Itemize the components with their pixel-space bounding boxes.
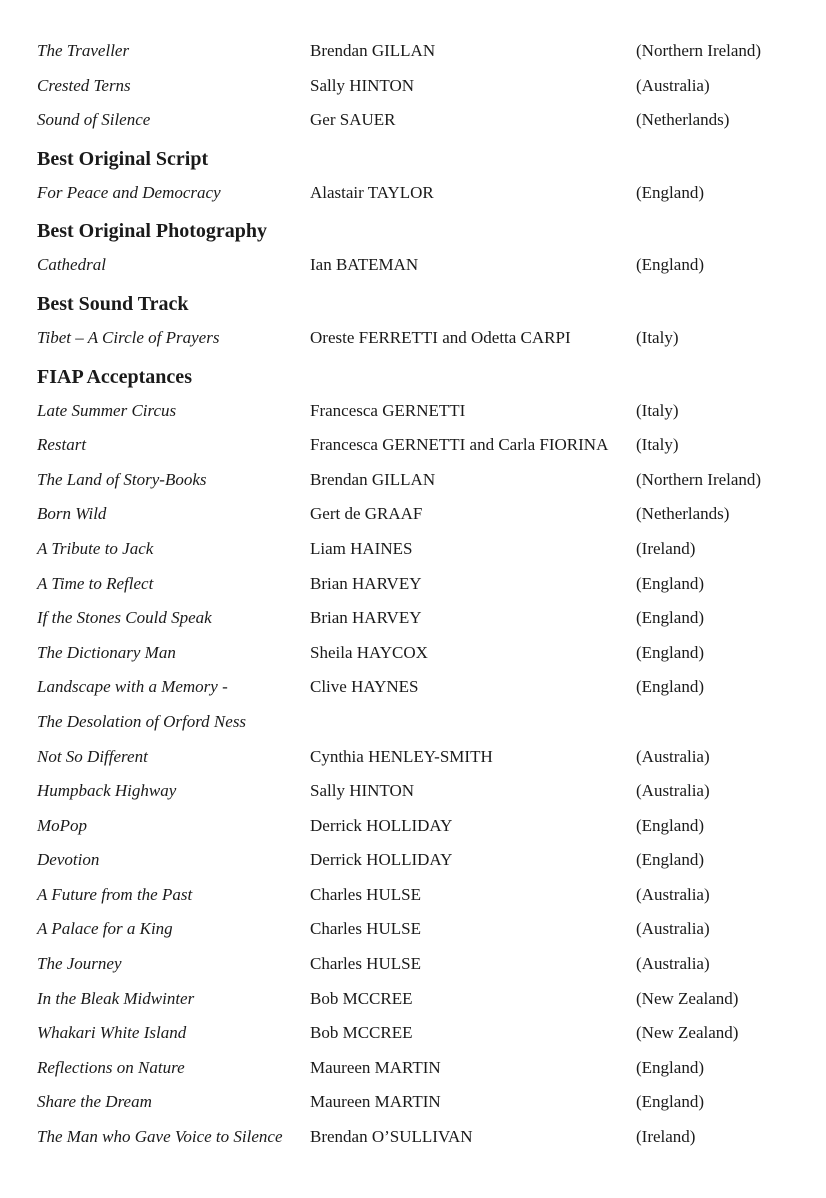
entry-title: Born Wild bbox=[37, 504, 107, 524]
entry-row bbox=[37, 1053, 807, 1088]
entry-title: In the Bleak Midwinter bbox=[37, 988, 195, 1008]
entry-author: Charles HULSE bbox=[310, 884, 421, 904]
entry-author: Brendan O’SULLIVAN bbox=[310, 1127, 473, 1147]
entry-row bbox=[37, 949, 807, 984]
entry-author: Liam HAINES bbox=[310, 538, 413, 558]
entry-country: (Italy) bbox=[636, 400, 679, 420]
entry-row bbox=[37, 465, 807, 500]
entry-title: Share the Dream bbox=[37, 1092, 152, 1112]
entry-author: Derrick HOLLIDAY bbox=[310, 850, 453, 870]
entry-author: Ian BATEMAN bbox=[310, 255, 419, 275]
entry-author: Brian HARVEY bbox=[310, 608, 422, 628]
entry-country: (Netherlands) bbox=[636, 110, 730, 130]
entry-title: Humpback Highway bbox=[37, 781, 177, 801]
entry-country: (England) bbox=[636, 182, 704, 202]
entry-row bbox=[37, 71, 807, 106]
entry-country: (Australia) bbox=[636, 781, 710, 801]
entry-author: Derrick HOLLIDAY bbox=[310, 815, 453, 835]
entry-title: For Peace and Democracy bbox=[37, 182, 221, 202]
entry-country: (England) bbox=[636, 573, 704, 593]
entry-row bbox=[37, 323, 807, 358]
entry-title: Crested Terns bbox=[37, 75, 131, 95]
entry-country: (Northern Ireland) bbox=[636, 469, 762, 489]
entry-country: (Northern Ireland) bbox=[636, 41, 762, 60]
entry-title: The Dictionary Man bbox=[37, 642, 176, 662]
entry-country: (Australia) bbox=[636, 75, 710, 95]
entry-row bbox=[37, 430, 807, 465]
entry-title: The Land of Story-Books bbox=[37, 469, 207, 489]
entry-row bbox=[37, 707, 807, 742]
entry-author: Brian HARVEY bbox=[310, 573, 422, 593]
award-section bbox=[37, 212, 807, 285]
entry-author: Charles HULSE bbox=[310, 954, 421, 974]
entry-row bbox=[37, 672, 807, 707]
entry-row bbox=[37, 984, 807, 1019]
entry-row bbox=[37, 534, 807, 569]
entry-title: A Palace for a King bbox=[37, 919, 173, 939]
entry-row bbox=[37, 105, 807, 140]
entry-author: Gert de GRAAF bbox=[310, 504, 423, 524]
entry-title: Tibet – A Circle of Prayers bbox=[37, 327, 220, 347]
entry-row bbox=[37, 845, 807, 880]
entry-row bbox=[37, 776, 807, 811]
entry-author: Maureen MARTIN bbox=[310, 1057, 441, 1077]
section-heading: Best Original Photography bbox=[37, 220, 268, 243]
entry-row bbox=[37, 36, 807, 71]
entry-country: (Ireland) bbox=[636, 1127, 696, 1147]
entry-title: A Tribute to Jack bbox=[37, 538, 154, 558]
entry-author: Sheila HAYCOX bbox=[310, 642, 428, 662]
entry-country: (New Zealand) bbox=[636, 1023, 739, 1043]
entry-author: Sally HINTON bbox=[310, 75, 415, 95]
entry-author: Brendan GILLAN bbox=[310, 469, 436, 489]
entry-country: (England) bbox=[636, 255, 704, 275]
entry-country: (England) bbox=[636, 1092, 704, 1112]
entry-author: Francesca GERNETTI and Carla FIORINA bbox=[310, 435, 609, 455]
entry-row bbox=[37, 1018, 807, 1053]
entry-title: Late Summer Circus bbox=[37, 400, 177, 420]
entry-country: (Ireland) bbox=[636, 538, 696, 558]
entry-row bbox=[37, 811, 807, 846]
entry-author: Clive HAYNES bbox=[310, 677, 419, 697]
entry-title: Whakari White Island bbox=[37, 1023, 187, 1043]
section-heading: Best Original Script bbox=[37, 147, 209, 170]
entry-country: (Netherlands) bbox=[636, 504, 730, 524]
entry-row bbox=[37, 742, 807, 777]
entry-author: Sally HINTON bbox=[310, 781, 415, 801]
entry-row bbox=[37, 638, 807, 673]
entry-title: The Desolation of Orford Ness bbox=[37, 711, 247, 731]
entry-author: Bob MCCREE bbox=[310, 1023, 413, 1043]
entry-row bbox=[37, 499, 807, 534]
entry-country: (Australia) bbox=[636, 746, 710, 766]
entry-country: (England) bbox=[636, 642, 704, 662]
entry-author: Francesca GERNETTI bbox=[310, 400, 466, 420]
entry-country: (Italy) bbox=[636, 327, 679, 347]
entry-row bbox=[37, 178, 807, 213]
entry-country: (England) bbox=[636, 815, 704, 835]
entry-country: (England) bbox=[636, 677, 704, 697]
entry-row bbox=[37, 396, 807, 431]
award-section bbox=[37, 285, 807, 358]
entry-title: If the Stones Could Speak bbox=[37, 608, 212, 628]
award-section bbox=[37, 140, 807, 213]
entry-author: Brendan GILLAN bbox=[310, 41, 436, 60]
award-section bbox=[37, 358, 807, 1157]
entry-title: Landscape with a Memory - bbox=[37, 677, 228, 697]
entry-row bbox=[37, 603, 807, 638]
entry-row bbox=[37, 880, 807, 915]
entry-row bbox=[37, 1122, 807, 1157]
entry-author: Maureen MARTIN bbox=[310, 1092, 441, 1112]
entry-country: (Italy) bbox=[636, 435, 679, 455]
entry-title: A Future from the Past bbox=[37, 884, 193, 904]
entry-title: Reflections on Nature bbox=[37, 1057, 185, 1077]
award-section bbox=[37, 36, 807, 140]
entry-title: Restart bbox=[37, 435, 87, 455]
entry-title: Not So Different bbox=[37, 746, 148, 766]
section-heading: Best Sound Track bbox=[37, 292, 189, 315]
entry-author: Charles HULSE bbox=[310, 919, 421, 939]
entry-row bbox=[37, 914, 807, 949]
entry-author: Ger SAUER bbox=[310, 110, 396, 130]
section-heading: FIAP Acceptances bbox=[37, 365, 192, 388]
entry-title: MoPop bbox=[37, 815, 88, 835]
entry-title: A Time to Reflect bbox=[37, 573, 154, 593]
entry-row bbox=[37, 569, 807, 604]
entry-country: (Australia) bbox=[636, 919, 710, 939]
entry-title: Devotion bbox=[37, 850, 100, 870]
entry-title: The Traveller bbox=[37, 41, 130, 60]
entry-country: (England) bbox=[636, 608, 704, 628]
entry-country: (England) bbox=[636, 850, 704, 870]
entry-country: (Australia) bbox=[636, 884, 710, 904]
entry-author: Bob MCCREE bbox=[310, 988, 413, 1008]
awards-list bbox=[37, 36, 807, 1157]
entry-country: (Australia) bbox=[636, 954, 710, 974]
entry-author: Oreste FERRETTI and Odetta CARPI bbox=[310, 327, 571, 347]
entry-title: The Man who Gave Voice to Silence bbox=[37, 1127, 283, 1147]
entry-country: (New Zealand) bbox=[636, 988, 739, 1008]
entry-author: Cynthia HENLEY-SMITH bbox=[310, 746, 493, 766]
entry-row bbox=[37, 1087, 807, 1122]
entry-author: Alastair TAYLOR bbox=[310, 182, 434, 202]
entry-title: Cathedral bbox=[37, 255, 106, 275]
entry-title: Sound of Silence bbox=[37, 110, 151, 130]
entry-title: The Journey bbox=[37, 954, 122, 974]
entry-row bbox=[37, 250, 807, 285]
entry-country: (England) bbox=[636, 1057, 704, 1077]
